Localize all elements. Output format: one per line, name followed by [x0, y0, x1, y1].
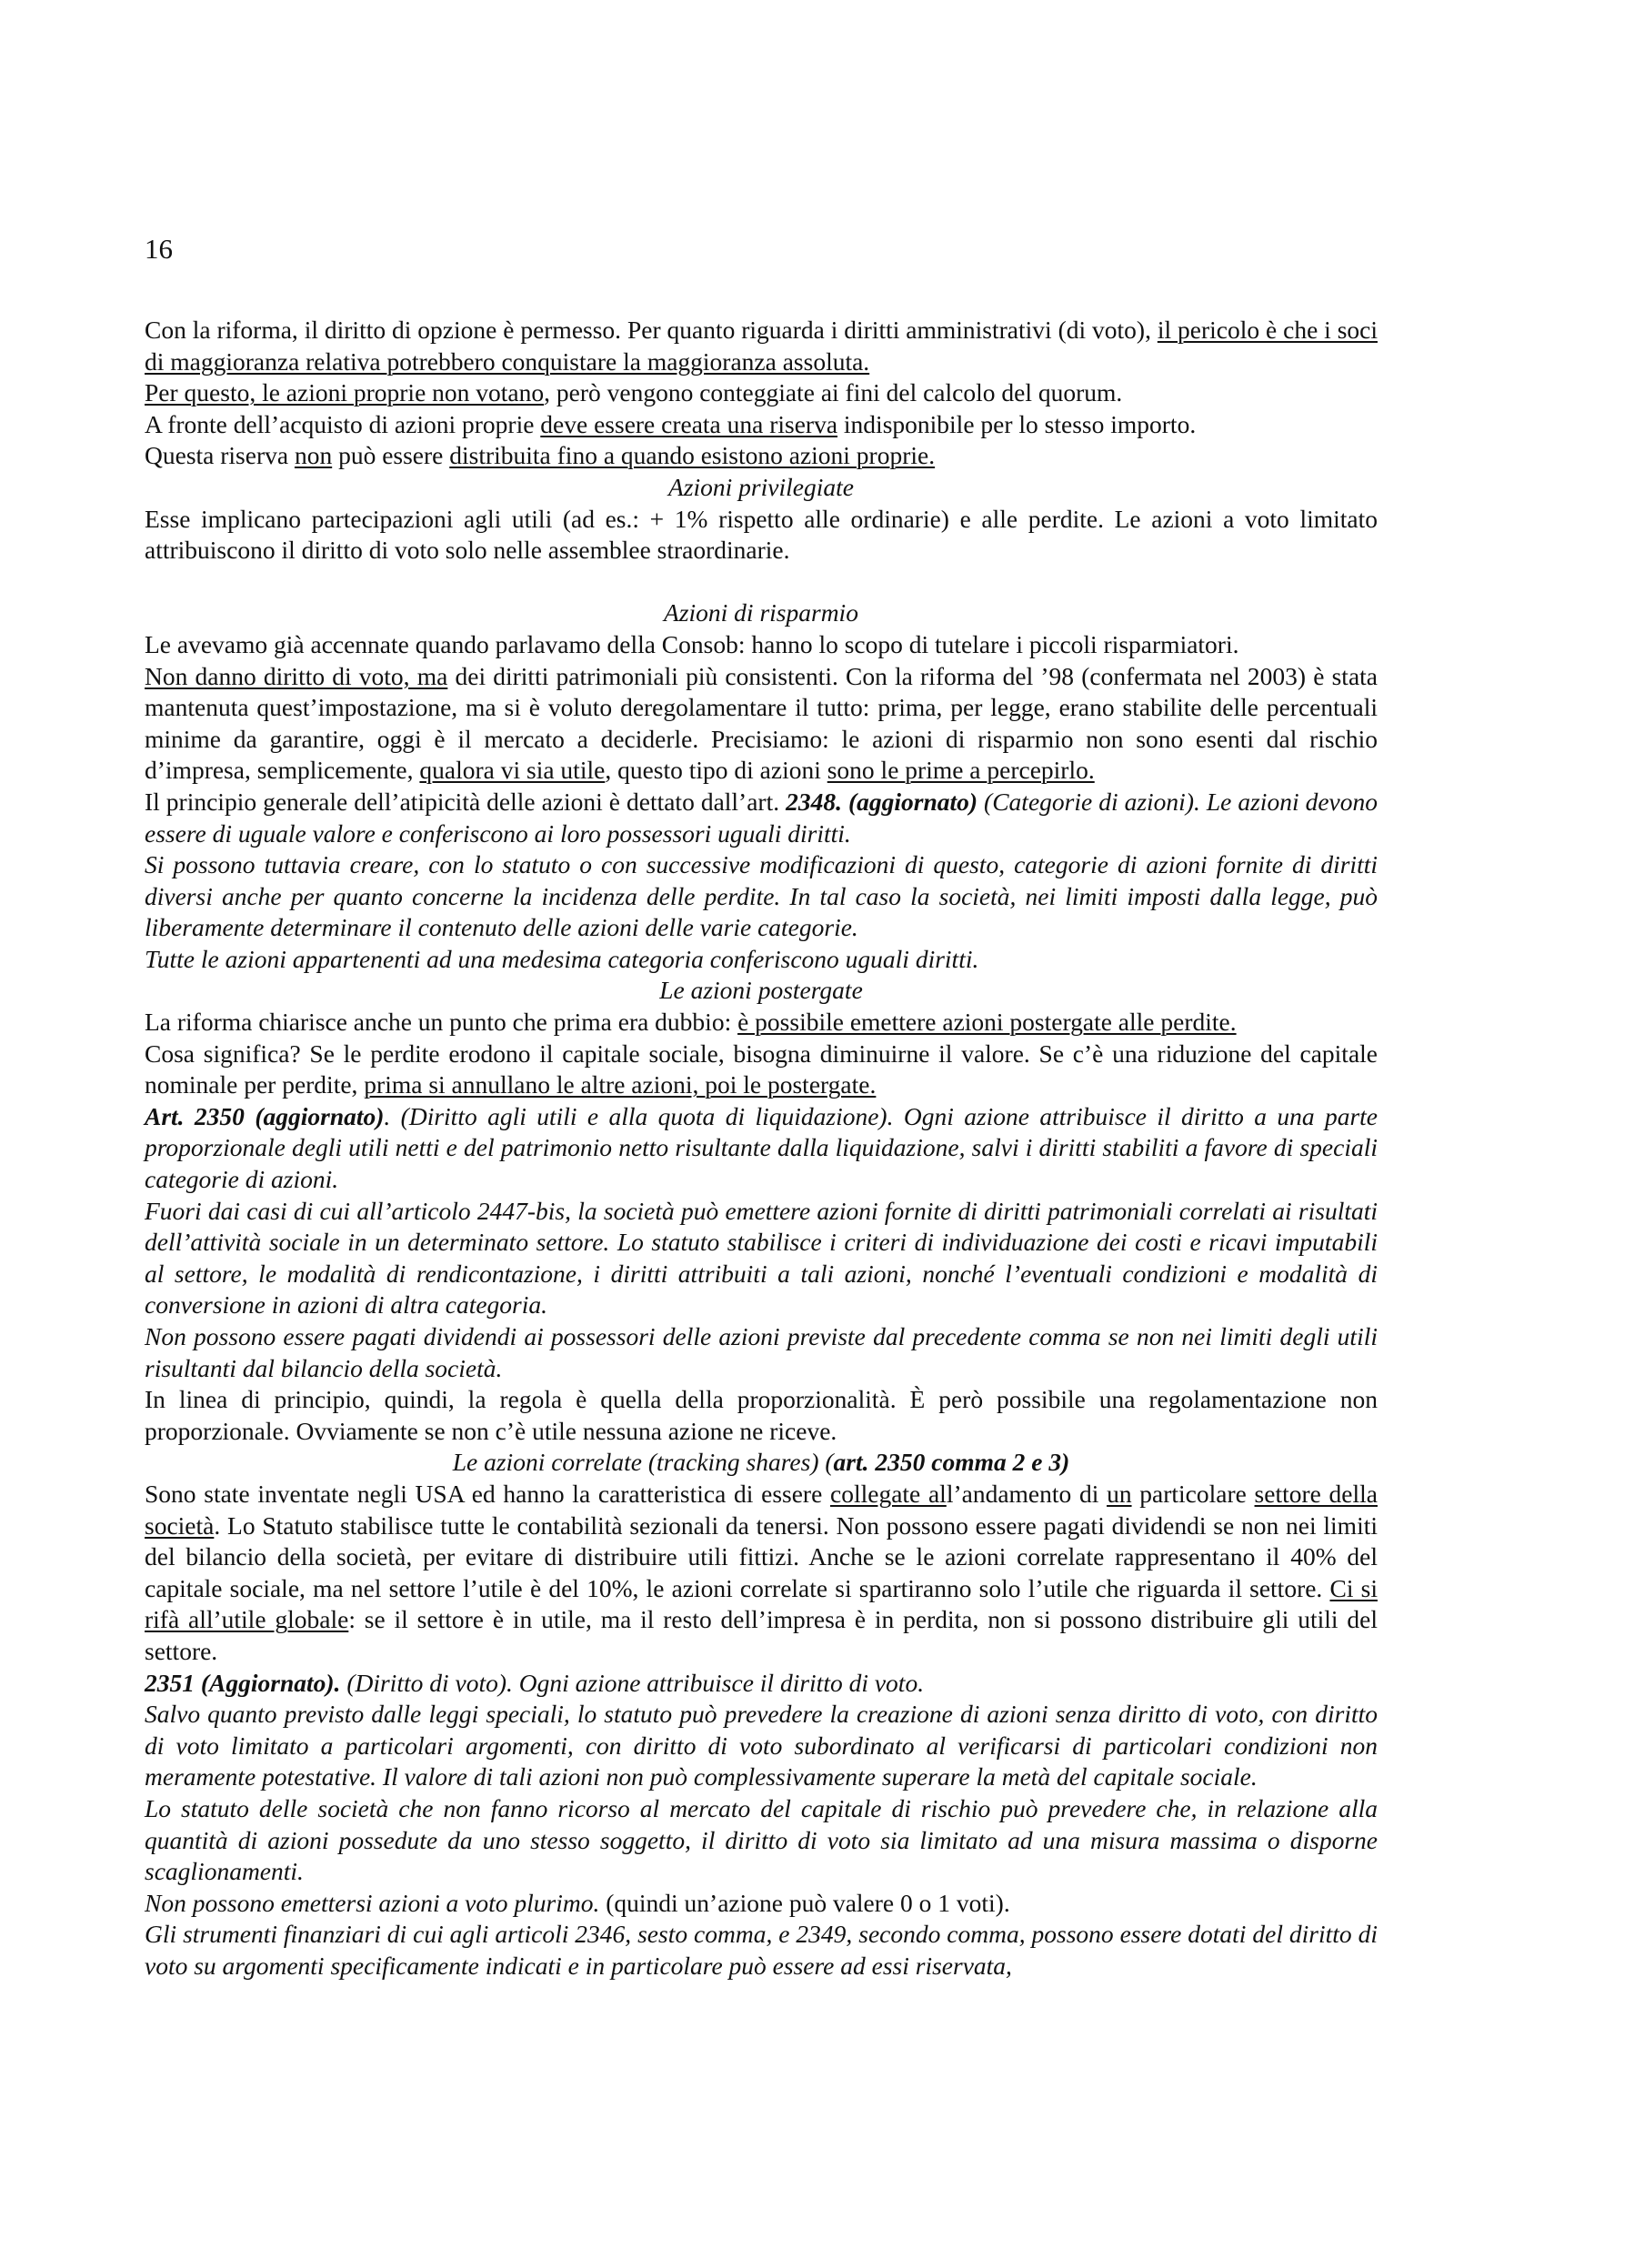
paragraph: Le avevamo già accennate quando parlavamo della Consob: hanno lo scopo di tutelare i piccoli risparmiatori.	[145, 629, 1239, 658]
section-heading: Le azioni postergate	[659, 976, 863, 1005]
paragraph	[145, 787, 1378, 849]
underlined-text: Per questo, le azioni proprie non votano	[145, 378, 545, 407]
article-reference: art. 2350 comma 2 e 3)	[833, 1448, 1070, 1477]
article-reference: 2351 (Aggiornato).	[145, 1668, 341, 1697]
law-text: Lo statuto delle società che non fanno ricorso al mercato del capitale di rischio può prevedere che, in relazione alla quantità di azioni possedute da uno stesso soggetto, il diritto di voto sia limitato ad una misura massima o disporne scaglionamenti.	[145, 1793, 1378, 1886]
paragraph	[145, 1479, 1378, 1668]
underlined-text: distribuita fino a quando esistono azioni proprie.	[449, 441, 936, 470]
law-text: Si possono tuttavia creare, con lo statuto o con successive modificazioni di questo, categorie di azioni fornite di diritti diversi anche per quanto concerne la incidenza delle perdite. In tal caso la società, nei limiti imposti dalla legge, può liberamente determinare il contenuto delle azioni delle varie categorie.	[145, 850, 1378, 942]
heading-text: Le azioni correlate (tracking shares) (	[452, 1448, 834, 1477]
paragraph	[145, 1668, 1378, 1700]
underlined-text: qualora vi sia utile	[419, 756, 606, 785]
underlined-text: Ci si rifà all’utile globale	[145, 1573, 1378, 1634]
underlined-text: Non danno diritto di voto, ma	[145, 661, 448, 690]
spacer	[145, 567, 1378, 598]
paragraph	[145, 1007, 1378, 1039]
law-text: . (Diritto agli utili e alla quota di liquidazione). Ogni azione attribuisce il diritto a una parte proporzionale degli utili netti e del patrimonio netto risultante dalla liquidazione, salvi i diritti stabiliti a favore di speciali categorie di azioni.	[145, 1101, 1378, 1194]
underlined-text: prima si annullano le altre azioni, poi le postergate.	[364, 1070, 877, 1099]
law-text: (Diritto di voto). Ogni azione attribuisce il diritto di voto.	[340, 1668, 925, 1697]
text-run: Sono state inventate negli USA ed hanno la caratteristica di essere	[145, 1479, 831, 1508]
underlined-text: un	[1107, 1479, 1132, 1508]
paragraph	[145, 1101, 1378, 1196]
paragraph	[145, 315, 1378, 377]
text-run: Questa riserva	[145, 441, 295, 470]
section-heading	[145, 1447, 1378, 1479]
law-text: Salvo quanto previsto dalle leggi speciali, lo statuto può prevedere la creazione di azioni senza diritto di voto, con diritto di voto limitato a particolari argomenti, con diritto di voto subordinato al verificarsi di particolari condizioni non meramente potestative. Il valore di tali azioni non può complessivamente superare la metà del capitale sociale.	[145, 1700, 1378, 1791]
article-reference: Art. 2350 (aggiornato)	[145, 1101, 385, 1130]
text-run: : se il settore è in utile, ma il resto dell’impresa è in perdita, non si possono distribuire gli utili del settore.	[145, 1605, 1378, 1665]
page-number: 16	[145, 233, 173, 265]
paragraph	[145, 1888, 1378, 1920]
section-heading: Azioni di risparmio	[664, 598, 858, 627]
law-text: Non possono emettersi azioni a voto plurimo.	[145, 1888, 600, 1917]
underlined-text: settore della società	[145, 1479, 1378, 1540]
law-text: Tutte le azioni appartenenti ad una medesima categoria conferiscono uguali diritti.	[145, 944, 979, 973]
paragraph: Esse implicano partecipazioni agli utili (ad es.: + 1% rispetto alle ordinarie) e alle perdite. Le azioni a voto limitato attribuiscono il diritto di voto solo nelle assemblee straordinarie.	[145, 504, 1378, 565]
text-run: (quindi un’azione può valere 0 o 1 voti).	[599, 1888, 1010, 1917]
law-text: Non possono essere pagati dividendi ai possessori delle azioni previste dal precedente comma se non nei limiti degli utili risultanti dal bilancio della società.	[145, 1322, 1378, 1382]
text-run: può essere	[332, 441, 450, 470]
law-text: (Categorie di azioni). Le azioni devono essere di uguale valore e conferiscono ai loro possessori uguali diritti.	[145, 787, 1378, 848]
underlined-text: deve essere creata una riserva	[540, 409, 838, 438]
underlined-text: è possibile emettere azioni postergate alle perdite.	[737, 1008, 1237, 1037]
underlined-text: non	[294, 441, 333, 470]
paragraph	[145, 377, 1378, 409]
section-heading: Azioni privilegiate	[668, 472, 854, 501]
text-run: , questo tipo di azioni	[605, 756, 827, 785]
law-text: Fuori dai casi di cui all’articolo 2447-bis, la società può emettere azioni fornite di diritti patrimoniali correlati ai risultati dell’attività sociale in un determinato settore. Lo statuto stabilisce i criteri di individuazione dei costi e ricavi imputabili al settore, le modalità di rendicontazione, i diritti attribuiti a tali azioni, nonché l’eventuali condizioni e modalità di conversione in azioni di altra categoria.	[145, 1196, 1378, 1320]
paragraph: In linea di principio, quindi, la regola è quella della proporzionalità. È però possibile una regolamentazione non proporzionale. Ovviamente se non c’è utile nessuna azione ne riceve.	[145, 1385, 1378, 1445]
text-run: , però vengono conteggiate ai fini del calcolo del quorum.	[544, 378, 1123, 407]
paragraph	[145, 1039, 1378, 1101]
body-text	[145, 315, 1378, 1982]
paragraph	[145, 409, 1378, 441]
underlined-text: il pericolo è che i soci di maggioranza relativa potrebbero conquistare la maggioranza assoluta.	[145, 316, 1378, 376]
text-run: Con la riforma, il diritto di opzione è permesso. Per quanto riguarda i diritti amministrativi (di voto),	[145, 316, 1158, 344]
text-run: l’andamento di	[946, 1479, 1108, 1508]
text-run: particolare	[1131, 1479, 1255, 1508]
text-run: . Lo Statuto stabilisce tutte le contabilità sezionali da tenersi. Non possono essere pagati dividendi se non nei limiti del bilancio della società, per evitare di distribuire utili fittizi. Anche se le azioni correlate rappresentano il 40% del capitale sociale, ma nel settore l’utile è del 10%, le azioni correlate si spartiranno solo l’utile che riguarda il settore.	[145, 1510, 1378, 1602]
underlined-text: sono le prime a percepirlo.	[827, 756, 1095, 785]
text-run: indisponibile per lo stesso importo.	[837, 409, 1197, 438]
paragraph	[145, 440, 1378, 472]
law-text: Gli strumenti finanziari di cui agli articoli 2346, sesto comma, e 2349, secondo comma, possono essere dotati del diritto di voto su argomenti specificamente indicati e in particolare può essere ad essi riservata,	[145, 1920, 1378, 1980]
text-run: dei diritti patrimoniali più consistenti. Con la riforma del ’98 (confermata nel 2003) è stata mantenuta quest’impostazione, ma si è voluto deregolamentare il tutto: prima, per legge, erano stabilite delle percentuali minime da garantire, oggi è il mercato a deciderle. Precisiamo: le azioni di risparmio non sono esenti dal rischio d’impresa, semplicemente,	[145, 661, 1378, 785]
text-run: Il principio generale dell’atipicità delle azioni è dettato dall’art.	[145, 787, 787, 816]
text-run: A fronte dell’acquisto di azioni proprie	[145, 409, 541, 438]
article-reference: 2348. (aggiornato)	[786, 787, 978, 816]
underlined-text: collegate al	[830, 1479, 947, 1508]
text-run: Cosa significa? Se le perdite erodono il capitale sociale, bisogna diminuirne il valore. Se c’è una riduzione del capitale nominale per perdite,	[145, 1039, 1378, 1099]
text-run: La riforma chiarisce anche un punto che prima era dubbio:	[145, 1008, 738, 1037]
paragraph	[145, 661, 1378, 787]
